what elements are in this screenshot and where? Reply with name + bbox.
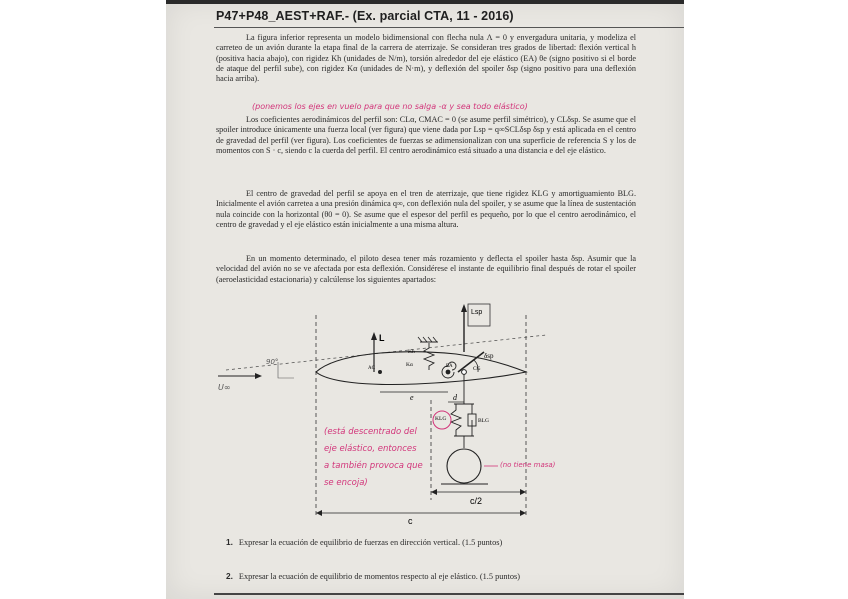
paragraph-2: Los coeficientes aerodinámicos del perfil son: CLα, CMAC = 0 (se asume perfil simétrico), y CLδsp. Se asume que el spoiler introduce únicamente una fuerza local (ver figura) que viene dada por Lsp = q∞SCLδsp δsp y está aplicada en el centro de gravedad del perfil (ver figura). Los coeficientes de fuerzas se adimensionalizan con una superficie de referencia S y los de momentos con S · c, siendo c la cuerda del perfil. El centro aerodinámico está situado a una distancia e del eje elástico.: [216, 115, 636, 155]
angle-label: 90°: [266, 358, 279, 366]
bottom-rule: [214, 593, 684, 595]
chord-label: c: [408, 516, 413, 526]
question-1: [226, 537, 502, 547]
ea-label: EA: [446, 364, 453, 369]
half-chord-label: c/2: [470, 496, 483, 506]
airfoil-figure: [166, 0, 684, 599]
wheel: [447, 449, 481, 483]
question-text: Expresar la ecuación de equilibrio de fuerzas en dirección vertical. (1.5 puntos): [238, 538, 503, 547]
handwritten-note-gear: [324, 424, 423, 492]
question-number: 1.: [226, 537, 233, 547]
note-line: se encoja): [324, 478, 368, 488]
lsp-label: Lsp: [471, 309, 483, 316]
e-label: e: [410, 393, 414, 402]
page-title: P47+P48_AEST+RAF.- (Ex. parcial CTA, 11 - 2016): [216, 9, 514, 23]
note-line: (está descentrado del: [324, 427, 417, 437]
question-text: Expresar la ecuación de equilibrio de momentos respecto al eje elástico. (1.5 puntos): [238, 572, 520, 581]
exam-sheet: [166, 0, 684, 599]
klg-label: KLG: [435, 416, 447, 422]
note-line: eje elástico, entonces: [324, 444, 417, 454]
paragraph-1: La figura inferior representa un modelo bidimensional con flecha nula Λ = 0 y envergadura unitaria, y modeliza el carreteo de un avión durante la etapa final de la carrera de aterrizaje. Se consideran tres grados de libertad: flexión vertical h (positiva hacia abajo), con rigidez Kh (unidades de N/m), torsión alrededor del eje elástico (EA) θe (signo positivo si el borde de ataque del perfil sube), con rigidez Kα (unidades de N·m), y deflexión del spoiler δsp (signo positivo para una deflexión hacia arriba).: [216, 33, 636, 84]
kh-label: Kh: [408, 349, 415, 355]
question-2: [226, 571, 520, 581]
paragraph-4: En un momento determinado, el piloto desea tener más rozamiento y deflecta el spoiler hasta δsp. Asumir que la velocidad del avión no se ve afectada por esta deflexión. Considérese el instante de equilibrio final después de rotar el spoiler (aeroelasticidad estacionaria) y calcúlense los siguientes apartados:: [216, 254, 636, 284]
ka-label: Kα: [406, 362, 413, 368]
handwritten-note-axes: (ponemos los ejes en vuelo para que no salga -α y sea todo elástico): [252, 102, 528, 111]
lift-label: L: [379, 333, 385, 343]
delta-sp-label: δsp: [484, 352, 494, 360]
blg-label: BLG: [478, 418, 489, 424]
cg-label: CG: [473, 366, 481, 372]
question-number: 2.: [226, 571, 233, 581]
ac-label: AC: [368, 366, 375, 371]
flow-label: U∞: [218, 383, 231, 392]
paragraph-3: El centro de gravedad del perfil se apoya en el tren de aterrizaje, que tiene rigidez KLG y amortiguamiento BLG. Inicialmente el avión carretea a una presión dinámica q∞, con deflexión nula del spoiler, y se asume que la línea de sustentación nula coincide con la horizontal (θ0 = 0). Se asume que el espesor del perfil es pequeño, por lo que el centro aerodinámico, el centro de gravedad y el eje elástico están inicialmente a una misma altura.: [216, 189, 636, 229]
d-label: d: [453, 393, 457, 402]
note-line: a también provoca que: [324, 461, 423, 471]
handwritten-note-mass: (no tiene masa): [500, 461, 556, 469]
